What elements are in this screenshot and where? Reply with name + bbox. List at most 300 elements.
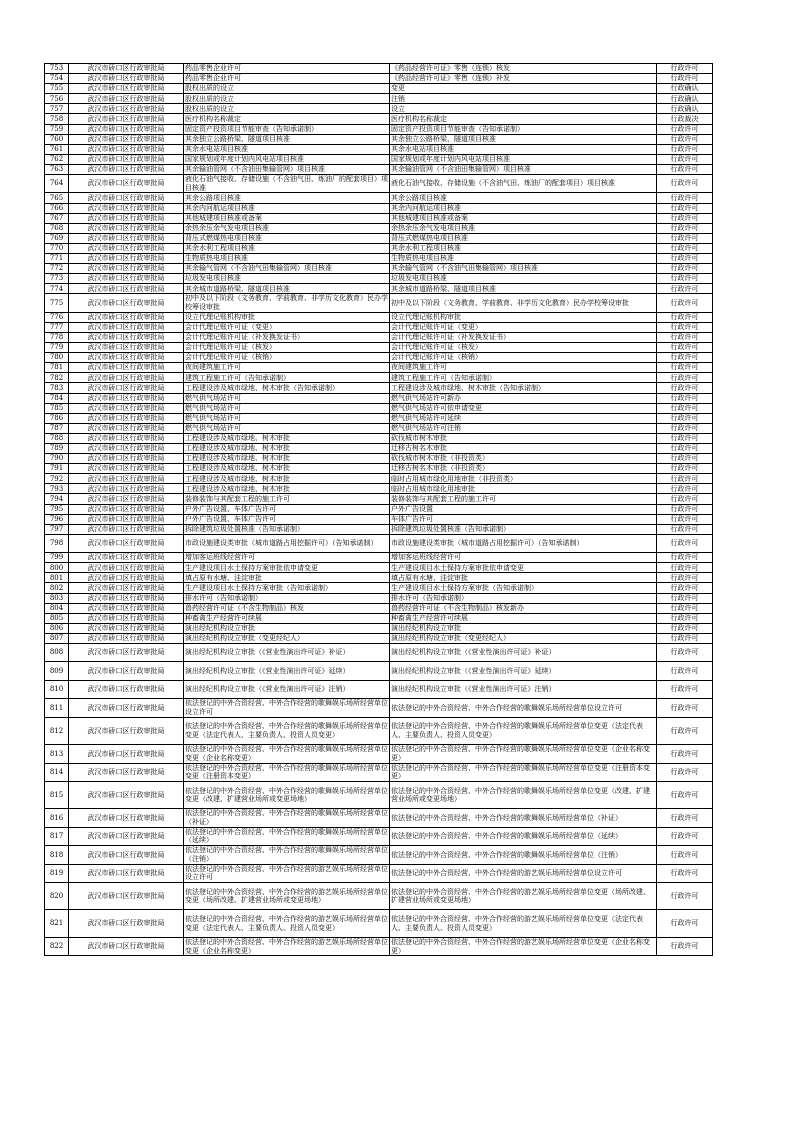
- approval-item: 其余输气管网（不含油气田集输管网）项目核准: [184, 264, 390, 274]
- sub-item: 砍伐城市树木审批: [390, 433, 657, 443]
- item-type: 行政确认: [657, 104, 713, 114]
- sub-item: 依法登记的中外合资经营、中外合作经营的游艺娱乐场所经营单位变更（企业名称变更）: [390, 937, 657, 955]
- table-row: [45, 494, 713, 504]
- approval-item: 背压式燃煤热电项目核准: [184, 233, 390, 243]
- approval-item: 工程建设涉及城市绿地、树木审批: [184, 454, 390, 464]
- row-number: 775: [45, 294, 69, 312]
- sub-item: 液化石油气接收、存储设施（不含油气田、炼油厂的配套项目）项目核准: [390, 175, 657, 193]
- table-row: [45, 253, 713, 263]
- approval-item: 演出经纪机构设立审批（变更经纪人）: [184, 633, 390, 643]
- table-row: [45, 644, 713, 662]
- sub-item: 临时占用城市绿化用地审批: [390, 484, 657, 494]
- department-name: 武汉市硚口区行政审批局: [69, 213, 184, 223]
- table-row: [45, 827, 713, 845]
- approval-item: 建筑工程施工许可（告知承诺制）: [184, 373, 390, 383]
- row-number: 804: [45, 603, 69, 613]
- table-row: [45, 553, 713, 563]
- item-type: 行政许可: [657, 284, 713, 294]
- table-row: [45, 423, 713, 433]
- approval-item: 工程建设涉及城市绿地、树木审批: [184, 484, 390, 494]
- table-row: [45, 144, 713, 154]
- table-row: [45, 294, 713, 312]
- department-name: 武汉市硚口区行政审批局: [69, 343, 184, 353]
- table-row: [45, 393, 713, 403]
- department-name: 武汉市硚口区行政审批局: [69, 633, 184, 643]
- row-number: 785: [45, 403, 69, 413]
- sub-item: 其他城建项目核准或备案: [390, 213, 657, 223]
- row-number: 779: [45, 343, 69, 353]
- table-row: [45, 84, 713, 94]
- row-number: 793: [45, 484, 69, 494]
- item-type: 行政许可: [657, 573, 713, 583]
- department-name: 武汉市硚口区行政审批局: [69, 114, 184, 124]
- department-name: 武汉市硚口区行政审批局: [69, 613, 184, 623]
- table-row: [45, 809, 713, 827]
- department-name: 武汉市硚口区行政审批局: [69, 423, 184, 433]
- row-number: 776: [45, 312, 69, 322]
- approval-item: 工程建设涉及城市绿地、树木审批: [184, 443, 390, 453]
- approval-item: 设立代理记账机构审批: [184, 312, 390, 322]
- table-row: [45, 322, 713, 332]
- approval-item: 其余独立公路桥梁、隧道项目核准: [184, 134, 390, 144]
- item-type: 行政许可: [657, 494, 713, 504]
- item-type: 行政许可: [657, 353, 713, 363]
- item-type: 行政许可: [657, 563, 713, 573]
- item-type: 行政许可: [657, 393, 713, 403]
- approval-item: 初中及以下阶段（文务教育、学前教育、非学历文化教育）民办学校筹设审批: [185, 294, 388, 312]
- approval-item: 依法登记的中外合资经营、中外合作经营的歌舞娱乐场所经营单位设立许可: [185, 699, 388, 716]
- item-type: 行政许可: [657, 593, 713, 603]
- table-row: [45, 504, 713, 514]
- row-number: 796: [45, 514, 69, 524]
- item-type: 行政许可: [657, 613, 713, 623]
- sub-item: 迁移古树名木审批: [390, 443, 657, 453]
- approval-item: 依法登记的中外合资经营、中外合作经营的歌舞娱乐场所经营单位变更（改建、扩建营业场所或变更场地）: [184, 781, 390, 809]
- department-name: 武汉市硚口区行政审批局: [69, 284, 184, 294]
- table-row: [45, 433, 713, 443]
- row-number: 782: [45, 373, 69, 383]
- item-type: 行政许可: [657, 504, 713, 514]
- row-number: 773: [45, 274, 69, 284]
- table-row: [45, 284, 713, 294]
- department-name: 武汉市硚口区行政审批局: [69, 937, 184, 955]
- row-number: 760: [45, 134, 69, 144]
- item-type: 行政许可: [657, 64, 713, 74]
- table-row: [45, 443, 713, 453]
- table-row: [45, 203, 713, 213]
- department-name: 武汉市硚口区行政审批局: [69, 264, 184, 274]
- approval-item: 依法登记的中外合资经营、中外合作经营的歌舞娱乐场所经营单位（补证）: [185, 809, 388, 827]
- row-number: 821: [45, 910, 69, 938]
- table-row: [45, 864, 713, 882]
- row-number: 820: [45, 882, 69, 910]
- table-row: [45, 213, 713, 223]
- row-number: 818: [45, 846, 69, 864]
- approval-item: 国家规划或年度计划内风电站项目核准: [184, 154, 390, 164]
- row-number: 781: [45, 363, 69, 373]
- row-number: 795: [45, 504, 69, 514]
- department-name: 武汉市硚口区行政审批局: [69, 223, 184, 233]
- item-type: 行政许可: [657, 423, 713, 433]
- approval-item: 会计代理记账许可证（变更）: [184, 322, 390, 332]
- approval-item: 燃气供气场站许可: [184, 413, 390, 423]
- item-type: 行政许可: [657, 144, 713, 154]
- item-type: 行政许可: [657, 413, 713, 423]
- table-row: [45, 243, 713, 253]
- row-number: 797: [45, 524, 69, 534]
- department-name: 武汉市硚口区行政审批局: [69, 353, 184, 363]
- item-type: 行政许可: [657, 864, 713, 882]
- table-row: [45, 524, 713, 534]
- department-name: 武汉市硚口区行政审批局: [69, 553, 184, 563]
- table-row: [45, 233, 713, 243]
- department-name: 武汉市硚口区行政审批局: [69, 680, 184, 698]
- approval-item: 户外广告设置、车体广告许可: [184, 504, 390, 514]
- row-number: 772: [45, 264, 69, 274]
- row-number: 822: [45, 937, 69, 955]
- item-type: 行政裁决: [657, 114, 713, 124]
- table-row: [45, 937, 713, 955]
- sub-item: 其余输气管网（不含油气田集输管网）项目核准: [390, 264, 657, 274]
- sub-item: 设立: [390, 104, 657, 114]
- table-row: [45, 114, 713, 124]
- sub-item: 会计代理记账许可证（补发换发证书）: [390, 332, 657, 342]
- sub-item: 依法登记的中外合资经营、中外合作经营的歌舞娱乐场所经营单位（延续）: [390, 827, 657, 845]
- department-name: 武汉市硚口区行政审批局: [69, 504, 184, 514]
- department-name: 武汉市硚口区行政审批局: [69, 534, 184, 552]
- department-name: 武汉市硚口区行政审批局: [69, 809, 184, 827]
- row-number: 759: [45, 124, 69, 134]
- approval-item: 固定资产投资项目节能审查（告知承诺制）: [184, 124, 390, 134]
- item-type: 行政许可: [657, 403, 713, 413]
- table-row: [45, 454, 713, 464]
- table-row: [45, 383, 713, 393]
- approval-item: 燃气供气场站许可: [184, 393, 390, 403]
- row-number: 789: [45, 443, 69, 453]
- table-row: [45, 104, 713, 114]
- approval-item: 依法登记的中外合资经营、中外合作经营的游艺娱乐场所经营单位变更（企业名称变更）: [185, 938, 388, 955]
- item-type: 行政确认: [657, 94, 713, 104]
- row-number: 774: [45, 284, 69, 294]
- department-name: 武汉市硚口区行政审批局: [69, 573, 184, 583]
- item-type: 行政许可: [657, 294, 713, 312]
- approval-item: 药品零售企业许可: [184, 64, 390, 74]
- item-type: 行政许可: [657, 134, 713, 144]
- department-name: 武汉市硚口区行政审批局: [69, 623, 184, 633]
- item-type: 行政许可: [657, 763, 713, 781]
- row-number: 757: [45, 104, 69, 114]
- table-row: [45, 846, 713, 864]
- approval-item: 生产建设项目水土保持方案审批依申请变更: [184, 563, 390, 573]
- item-type: 行政许可: [657, 534, 713, 552]
- row-number: 765: [45, 193, 69, 203]
- sub-item: 演出经纪机构设立审批（《营业性演出许可证》延续）: [390, 662, 657, 680]
- approval-item: 市政设施建设类审批（城市道路占用挖掘许可）（告知承诺制）: [184, 534, 390, 552]
- department-name: 武汉市硚口区行政审批局: [69, 882, 184, 910]
- table-row: [45, 484, 713, 494]
- row-number: 778: [45, 332, 69, 342]
- sub-item: 国家规划或年度计划内风电站项目核准: [390, 154, 657, 164]
- approval-item: 夜间建筑施工许可: [184, 363, 390, 373]
- table-row: [45, 613, 713, 623]
- approval-item: 余热余压余气发电项目核准: [184, 223, 390, 233]
- sub-item: 固定资产投资项目节能审查（告知承诺制）: [390, 124, 657, 134]
- approval-item: 其余输油管网（不含油田集输管网）项目核准: [184, 164, 390, 174]
- row-number: 801: [45, 573, 69, 583]
- table-row: [45, 882, 713, 910]
- department-name: 武汉市硚口区行政审批局: [69, 583, 184, 593]
- sub-item: 燃气供气场站许可新办: [390, 393, 657, 403]
- sub-item: 会计代理记账许可证（变更）: [390, 322, 657, 332]
- sub-item: 户外广告设置: [390, 504, 657, 514]
- approval-item: 演出经纪机构设立审批（《营业性演出许可证》延续）: [184, 662, 390, 680]
- item-type: 行政许可: [657, 484, 713, 494]
- table-row: [45, 94, 713, 104]
- department-name: 武汉市硚口区行政审批局: [69, 433, 184, 443]
- approval-item: 户外广告设置、车体广告许可: [184, 514, 390, 524]
- sub-item: 夜间建筑施工许可: [390, 363, 657, 373]
- sub-item: 设立代理记账机构审批: [390, 312, 657, 322]
- department-name: 武汉市硚口区行政审批局: [69, 593, 184, 603]
- item-type: 行政许可: [657, 243, 713, 253]
- sub-item: 注销: [390, 94, 657, 104]
- approval-item: 会计代理记账许可证（补发换发证书）: [184, 332, 390, 342]
- sub-item: 依法登记的中外合资经营、中外合作经营的歌舞娱乐场所经营单位（注销）: [390, 846, 657, 864]
- approval-item: 生产建设项目水土保持方案审批（告知承诺制）: [184, 583, 390, 593]
- department-name: 武汉市硚口区行政审批局: [69, 662, 184, 680]
- department-name: 武汉市硚口区行政审批局: [69, 363, 184, 373]
- department-name: 武汉市硚口区行政审批局: [69, 484, 184, 494]
- table-row: [45, 563, 713, 573]
- department-name: 武汉市硚口区行政审批局: [69, 322, 184, 332]
- approval-item: 演出经纪机构设立审批（《营业性演出许可证》注销）: [184, 680, 390, 698]
- table-row: [45, 413, 713, 423]
- approval-item: 股权出质的设立: [184, 84, 390, 94]
- table-row: [45, 464, 713, 474]
- department-name: 武汉市硚口区行政审批局: [69, 443, 184, 453]
- approval-item: 种畜禽生产经营许可续展: [184, 613, 390, 623]
- department-name: 武汉市硚口区行政审批局: [69, 253, 184, 263]
- approval-item: 垃圾发电项目核准: [184, 274, 390, 284]
- row-number: 802: [45, 583, 69, 593]
- sub-item: 依法登记的中外合资经营、中外合作经营的游艺娱乐场所经营单位变更（场所改建、扩建营业场所或变更场地）: [390, 882, 657, 910]
- sub-item: 临时占用城市绿化用地审批（非投资类）: [390, 474, 657, 484]
- approval-item: 其余内河航运项目核准: [184, 203, 390, 213]
- row-number: 800: [45, 563, 69, 573]
- row-number: 816: [45, 809, 69, 827]
- item-type: 行政许可: [657, 745, 713, 763]
- department-name: 武汉市硚口区行政审批局: [69, 373, 184, 383]
- item-type: 行政许可: [657, 322, 713, 332]
- sub-item: 燃气供气场站许可注销: [390, 423, 657, 433]
- department-name: 武汉市硚口区行政审批局: [69, 134, 184, 144]
- approval-item: 依法登记的中外合资经营、中外合作经营的游艺娱乐场所经营单位变更（法定代表人、主要负责人、投资人员变更）: [184, 910, 390, 938]
- department-name: 武汉市硚口区行政审批局: [69, 699, 184, 717]
- item-type: 行政许可: [657, 464, 713, 474]
- item-type: 行政许可: [657, 644, 713, 662]
- sub-item: 填占原有水塘、洼淀审批: [390, 573, 657, 583]
- row-number: 803: [45, 593, 69, 603]
- department-name: 武汉市硚口区行政审批局: [69, 474, 184, 484]
- row-number: 790: [45, 454, 69, 464]
- item-type: 行政许可: [657, 175, 713, 193]
- row-number: 810: [45, 680, 69, 698]
- sub-item: 其余水电站项目核准: [390, 144, 657, 154]
- table-row: [45, 134, 713, 144]
- sub-item: 工程建设涉及城市绿地、树木审批（告知承诺制）: [390, 383, 657, 393]
- item-type: 行政许可: [657, 809, 713, 827]
- sub-item: 演出经纪机构设立审批（《营业性演出许可证》注销）: [390, 680, 657, 698]
- item-type: 行政许可: [657, 193, 713, 203]
- approval-item: 排水许可（告知承诺制）: [184, 593, 390, 603]
- sub-item: 建筑工程施工许可（告知承诺制）: [390, 373, 657, 383]
- department-name: 武汉市硚口区行政审批局: [69, 144, 184, 154]
- sub-item: 依法登记的中外合资经营、中外合作经营的游艺娱乐场所经营单位变更（法定代表人、主要负责人、投资人员变更）: [390, 910, 657, 938]
- department-name: 武汉市硚口区行政审批局: [69, 745, 184, 763]
- item-type: 行政许可: [657, 154, 713, 164]
- sub-item: 依法登记的中外合资经营、中外合作经营的歌舞娱乐场所经营单位（补证）: [390, 809, 657, 827]
- item-type: 行政许可: [657, 373, 713, 383]
- row-number: 817: [45, 827, 69, 845]
- row-number: 753: [45, 64, 69, 74]
- table-row: [45, 74, 713, 84]
- department-name: 武汉市硚口区行政审批局: [69, 233, 184, 243]
- row-number: 783: [45, 383, 69, 393]
- approval-item: 装修装饰与其配套工程的施工许可: [184, 494, 390, 504]
- row-number: 787: [45, 423, 69, 433]
- sub-item: 依法登记的中外合资经营、中外合作经营的游艺娱乐场所经营单位设立许可: [390, 864, 657, 882]
- row-number: 764: [45, 175, 69, 193]
- sub-item: 其余独立公路桥梁、隧道项目核准: [390, 134, 657, 144]
- table-row: [45, 662, 713, 680]
- table-row: [45, 910, 713, 938]
- approval-item: 药品零售企业许可: [184, 74, 390, 84]
- department-name: 武汉市硚口区行政审批局: [69, 644, 184, 662]
- item-type: 行政许可: [657, 264, 713, 274]
- approval-item: 其余水利工程项目核准: [184, 243, 390, 253]
- table-row: [45, 124, 713, 134]
- sub-item: 其余输油管网（不含油田集输管网）项目核准: [390, 164, 657, 174]
- sub-item: 其余水利工程项目核准: [390, 243, 657, 253]
- sub-item: 生产建设项目水土保持方案审批（告知承诺制）: [390, 583, 657, 593]
- row-number: 806: [45, 623, 69, 633]
- row-number: 808: [45, 644, 69, 662]
- item-type: 行政许可: [657, 223, 713, 233]
- approval-item: 工程建设涉及城市绿地、树木审批: [184, 474, 390, 484]
- row-number: 754: [45, 74, 69, 84]
- item-type: 行政许可: [657, 332, 713, 342]
- approval-item: 依法登记的中外合资经营、中外合作经营的歌舞娱乐场所经营单位（注销）: [185, 846, 388, 863]
- row-number: 777: [45, 322, 69, 332]
- item-type: 行政许可: [657, 699, 713, 717]
- table-row: [45, 763, 713, 781]
- row-number: 792: [45, 474, 69, 484]
- row-number: 786: [45, 413, 69, 423]
- approval-item: 依法登记的中外合资经营、中外合作经营的游艺娱乐场所经营单位变更（场所改建、扩建营业场所或变更场地）: [184, 882, 390, 910]
- row-number: 815: [45, 781, 69, 809]
- row-number: 788: [45, 433, 69, 443]
- department-name: 武汉市硚口区行政审批局: [69, 910, 184, 938]
- row-number: 761: [45, 144, 69, 154]
- sub-item: 燃气供气场站许可依申请变更: [390, 403, 657, 413]
- item-type: 行政许可: [657, 383, 713, 393]
- row-number: 794: [45, 494, 69, 504]
- department-name: 武汉市硚口区行政审批局: [69, 124, 184, 134]
- approval-item: 其他城建项目核准或备案: [184, 213, 390, 223]
- department-name: 武汉市硚口区行政审批局: [69, 203, 184, 213]
- item-type: 行政许可: [657, 213, 713, 223]
- department-name: 武汉市硚口区行政审批局: [69, 464, 184, 474]
- row-number: 758: [45, 114, 69, 124]
- approval-item: 演出经纪机构设立审批: [184, 623, 390, 633]
- row-number: 809: [45, 662, 69, 680]
- table-row: [45, 154, 713, 164]
- approval-item: 填占原有水塘、洼淀审批: [184, 573, 390, 583]
- approval-items-table: [44, 63, 713, 956]
- table-row: [45, 193, 713, 203]
- item-type: 行政许可: [657, 74, 713, 84]
- approval-item: 燃气供气场站许可: [184, 403, 390, 413]
- item-type: 行政许可: [657, 662, 713, 680]
- department-name: 武汉市硚口区行政审批局: [69, 563, 184, 573]
- sub-item: 排水许可（告知承诺制）: [390, 593, 657, 603]
- sub-item: 《药品经营许可证》零售（连锁）补发: [390, 74, 657, 84]
- table-row: [45, 680, 713, 698]
- approval-item: 工程建设涉及城市绿地、树木审批: [184, 433, 390, 443]
- item-type: 行政许可: [657, 343, 713, 353]
- row-number: 819: [45, 864, 69, 882]
- row-number: 768: [45, 223, 69, 233]
- row-number: 784: [45, 393, 69, 403]
- department-name: 武汉市硚口区行政审批局: [69, 64, 184, 74]
- item-type: 行政许可: [657, 443, 713, 453]
- sub-item: 其余城市道路桥梁、隧道项目核准: [390, 284, 657, 294]
- row-number: 791: [45, 464, 69, 474]
- table-row: [45, 699, 713, 717]
- table-row: [45, 64, 713, 74]
- department-name: 武汉市硚口区行政审批局: [69, 274, 184, 284]
- department-name: 武汉市硚口区行政审批局: [69, 84, 184, 94]
- item-type: 行政许可: [657, 937, 713, 955]
- sub-item: 垃圾发电项目核准: [390, 274, 657, 284]
- item-type: 行政许可: [657, 312, 713, 322]
- item-type: 行政许可: [657, 846, 713, 864]
- department-name: 武汉市硚口区行政审批局: [69, 717, 184, 745]
- department-name: 武汉市硚口区行政审批局: [69, 193, 184, 203]
- row-number: 805: [45, 613, 69, 623]
- item-type: 行政许可: [657, 781, 713, 809]
- department-name: 武汉市硚口区行政审批局: [69, 763, 184, 781]
- approval-item: 增加客运班线经营许可: [184, 553, 390, 563]
- department-name: 武汉市硚口区行政审批局: [69, 494, 184, 504]
- department-name: 武汉市硚口区行政审批局: [69, 514, 184, 524]
- sub-item: 拆除建筑垃圾处置核准（告知承诺制）: [390, 524, 657, 534]
- sub-item: 生产建设项目水土保持方案审批依申请变更: [390, 563, 657, 573]
- approval-item: 燃气供气场站许可: [184, 423, 390, 433]
- department-name: 武汉市硚口区行政审批局: [69, 175, 184, 193]
- approval-item: 其余水电站项目核准: [184, 144, 390, 154]
- department-name: 武汉市硚口区行政审批局: [69, 74, 184, 84]
- row-number: 799: [45, 553, 69, 563]
- table-row: [45, 223, 713, 233]
- department-name: 武汉市硚口区行政审批局: [69, 413, 184, 423]
- sub-item: 砍伐城市树木审批（非投资类）: [390, 454, 657, 464]
- approval-item: 工程建设涉及城市绿地、树木审批: [184, 464, 390, 474]
- row-number: 755: [45, 84, 69, 94]
- sub-item: 演出经纪机构设立审批（变更经纪人）: [390, 633, 657, 643]
- table-row: [45, 514, 713, 524]
- sub-item: 演出经纪机构设立审批: [390, 623, 657, 633]
